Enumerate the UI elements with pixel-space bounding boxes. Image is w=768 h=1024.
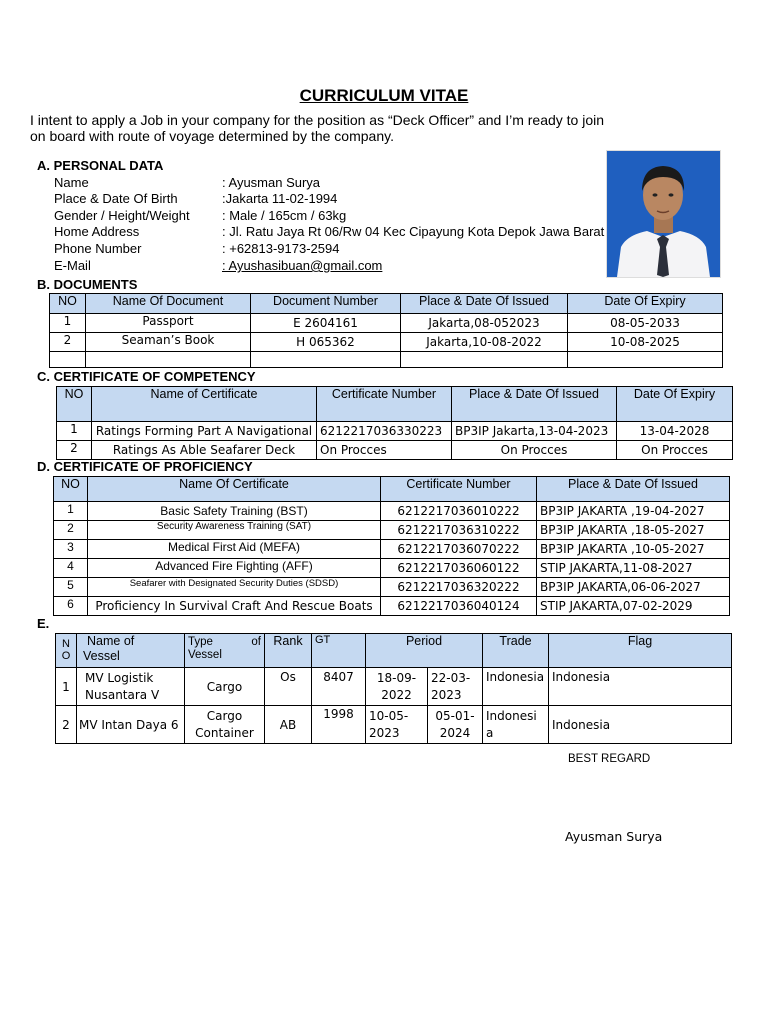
table-cell: 2 — [54, 521, 88, 540]
table-row — [54, 502, 730, 521]
table-cell: 6212217036070222 — [381, 540, 537, 559]
table-cell: 2 — [50, 333, 86, 352]
table-cell: 1 — [54, 502, 88, 521]
table-cell: On Procces — [317, 441, 452, 460]
table-cell — [77, 668, 185, 706]
experience-header-type — [185, 634, 265, 668]
proficiency-header: Place & Date Of Issued — [537, 477, 730, 502]
table-cell: Security Awareness Training (SAT) — [88, 521, 381, 540]
value-phone: : +62813-9173-2594 — [222, 241, 340, 256]
table-row — [57, 441, 733, 460]
documents-header: Name Of Document — [86, 294, 251, 314]
table-cell: Seafarer with Designated Security Duties (SDSD) — [88, 578, 381, 597]
table-row — [56, 668, 732, 706]
table-cell: Indonesia — [549, 706, 732, 744]
section-competency: C. CERTIFICATE OF COMPETENCY — [37, 369, 256, 384]
table-cell: 5 — [54, 578, 88, 597]
header-text: Name of — [87, 634, 135, 648]
header-line — [188, 636, 261, 649]
experience-header-trade: Trade — [483, 634, 549, 668]
type-line: Cargo — [206, 708, 243, 723]
competency-header: Certificate Number — [317, 387, 452, 422]
table-cell: BP3IP JAKARTA ,10-05-2027 — [537, 540, 730, 559]
date-line: 2022 — [381, 687, 412, 702]
signature-name: Ayusman Surya — [565, 829, 663, 844]
documents-table — [49, 293, 723, 368]
experience-table — [55, 633, 732, 744]
label-name: Name — [54, 175, 89, 190]
table-cell — [251, 352, 401, 368]
table-cell: 4 — [54, 559, 88, 578]
table-row — [54, 578, 730, 597]
intro-text: I intent to apply a Job in your company for the position as “Deck Officer” and I’m ready to join on board with route of voyage determined by the company. — [30, 112, 605, 144]
person-photo-icon — [607, 151, 720, 277]
table-cell: Ratings As Able Seafarer Deck — [92, 441, 317, 460]
section-proficiency: D. CERTIFICATE OF PROFICIENCY — [37, 459, 253, 474]
table-cell — [483, 706, 549, 744]
table-row — [54, 521, 730, 540]
table-cell: Ratings Forming Part A Navigational — [92, 422, 317, 441]
table-cell: STIP JAKARTA,11-08-2027 — [537, 559, 730, 578]
trade-line: a — [486, 725, 494, 740]
value-name: : Ayusman Surya — [222, 175, 321, 190]
competency-header: Date Of Expiry — [617, 387, 733, 422]
date-line: 2024 — [439, 725, 471, 740]
proficiency-header: NO — [54, 477, 88, 502]
experience-header-rank: Rank — [265, 634, 312, 668]
table-cell: 8407 — [312, 668, 366, 706]
table-cell: H 065362 — [251, 333, 401, 352]
date-line: 2023 — [431, 687, 462, 702]
table-row — [54, 597, 730, 616]
table-cell: 6212217036320222 — [381, 578, 537, 597]
table-cell: Passport — [86, 314, 251, 333]
profile-photo — [606, 150, 721, 278]
proficiency-table — [53, 476, 730, 616]
date-line: 10-05- — [369, 708, 409, 723]
table-row — [57, 422, 733, 441]
section-documents: B. DOCUMENTS — [37, 277, 138, 292]
table-cell: 1998 — [312, 706, 366, 744]
header-text: Vessel — [83, 649, 120, 663]
closing-text: BEST REGARD — [568, 753, 651, 765]
date-line: 05-01- — [435, 708, 475, 723]
section-experience: E. — [37, 616, 50, 631]
table-cell: 2 — [57, 441, 92, 460]
label-gender: Gender / Height/Weight — [54, 208, 190, 223]
proficiency-header: Certificate Number — [381, 477, 537, 502]
table-cell: AB — [265, 706, 312, 744]
date-line: 22-03- — [431, 670, 471, 685]
table-row — [54, 559, 730, 578]
label-address: Home Address — [54, 224, 140, 239]
table-cell: MV Intan Daya 6 — [77, 706, 185, 744]
date-line: 2023 — [369, 725, 400, 740]
table-cell — [428, 706, 483, 744]
experience-header-flag: Flag — [549, 634, 732, 668]
value-birth: :Jakarta 11-02-1994 — [222, 191, 338, 206]
header-text: O — [61, 650, 71, 662]
table-cell: STIP JAKARTA,07-02-2029 — [537, 597, 730, 616]
trade-line: Indonesi — [486, 708, 537, 723]
table-cell: 6212217036040124 — [381, 597, 537, 616]
header-text: Vessel — [188, 649, 222, 661]
vessel-name-line: Nusantara V — [85, 687, 160, 702]
table-cell: E 2604161 — [251, 314, 401, 333]
competency-header: Name of Certificate — [92, 387, 317, 422]
table-row — [50, 333, 723, 352]
documents-header: NO — [50, 294, 86, 314]
table-cell: 6212217036310222 — [381, 521, 537, 540]
label-phone: Phone Number — [54, 241, 142, 256]
section-personal-data: A. PERSONAL DATA — [37, 158, 164, 173]
value-gender: : Male / 165cm / 63kg — [222, 208, 347, 223]
table-cell: Medical First Aid (MEFA) — [88, 540, 381, 559]
type-line: Container — [195, 725, 254, 740]
header-text: N — [62, 638, 70, 650]
table-cell: Advanced Fire Fighting (AFF) — [88, 559, 381, 578]
table-cell: 1 — [57, 422, 92, 441]
table-cell: On Procces — [617, 441, 733, 460]
table-cell: BP3IP JAKARTA,06-06-2027 — [537, 578, 730, 597]
table-cell: 1 — [56, 668, 77, 706]
table-cell: Jakarta,10-08-2022 — [401, 333, 568, 352]
competency-header: NO — [57, 387, 92, 422]
table-cell — [428, 668, 483, 706]
table-cell: Seaman’s Book — [86, 333, 251, 352]
value-email[interactable]: : Ayushasibuan@gmail.com — [222, 258, 383, 273]
competency-table — [56, 386, 733, 460]
experience-header-vessel — [77, 634, 185, 668]
table-cell — [401, 352, 568, 368]
header-text: of — [251, 636, 261, 648]
table-cell: Indonesia — [483, 668, 549, 706]
table-row — [56, 706, 732, 744]
table-cell: 6212217036330223 — [317, 422, 452, 441]
label-email: E-Mail — [54, 258, 91, 273]
table-cell: BP3IP JAKARTA ,19-04-2027 — [537, 502, 730, 521]
table-cell: BP3IP Jakarta,13-04-2023 — [452, 422, 617, 441]
table-cell — [185, 706, 265, 744]
table-row — [50, 352, 723, 368]
table-cell — [568, 352, 723, 368]
table-cell: Cargo — [185, 668, 265, 706]
table-cell: 13-04-2028 — [617, 422, 733, 441]
table-cell: BP3IP JAKARTA ,18-05-2027 — [537, 521, 730, 540]
table-cell: 3 — [54, 540, 88, 559]
table-cell — [86, 352, 251, 368]
table-cell: Jakarta,08-052023 — [401, 314, 568, 333]
value-address: : Jl. Ratu Jaya Rt 06/Rw 04 Kec Cipayung Kota Depok Jawa Barat — [222, 224, 605, 239]
table-cell — [50, 352, 86, 368]
table-cell: On Procces — [452, 441, 617, 460]
table-row — [50, 314, 723, 333]
table-cell: Proficiency In Survival Craft And Rescue Boats — [88, 597, 381, 616]
table-cell: Os — [265, 668, 312, 706]
date-line: 18-09- — [376, 670, 417, 685]
table-cell: Indonesia — [549, 668, 732, 706]
vessel-name-line: MV Logistik — [85, 670, 154, 685]
table-cell: 6212217036060122 — [381, 559, 537, 578]
experience-header-no — [56, 634, 77, 668]
documents-header: Document Number — [251, 294, 401, 314]
header-text: Type — [188, 636, 213, 648]
documents-header: Date Of Expiry — [568, 294, 723, 314]
page-title: CURRICULUM VITAE — [299, 86, 469, 105]
table-cell — [366, 668, 428, 706]
table-cell: 2 — [56, 706, 77, 744]
table-cell: 1 — [50, 314, 86, 333]
table-cell — [366, 706, 428, 744]
competency-header: Place & Date Of Issued — [452, 387, 617, 422]
table-cell: 10-08-2025 — [568, 333, 723, 352]
label-birth: Place & Date Of Birth — [54, 191, 178, 206]
table-row — [54, 540, 730, 559]
table-cell: Basic Safety Training (BST) — [88, 502, 381, 521]
documents-header: Place & Date Of Issued — [401, 294, 568, 314]
table-cell: 08-05-2033 — [568, 314, 723, 333]
experience-header-period: Period — [366, 634, 483, 668]
proficiency-header: Name Of Certificate — [88, 477, 381, 502]
experience-header-gt: GT — [312, 634, 366, 668]
table-cell: 6 — [54, 597, 88, 616]
table-cell: 6212217036010222 — [381, 502, 537, 521]
